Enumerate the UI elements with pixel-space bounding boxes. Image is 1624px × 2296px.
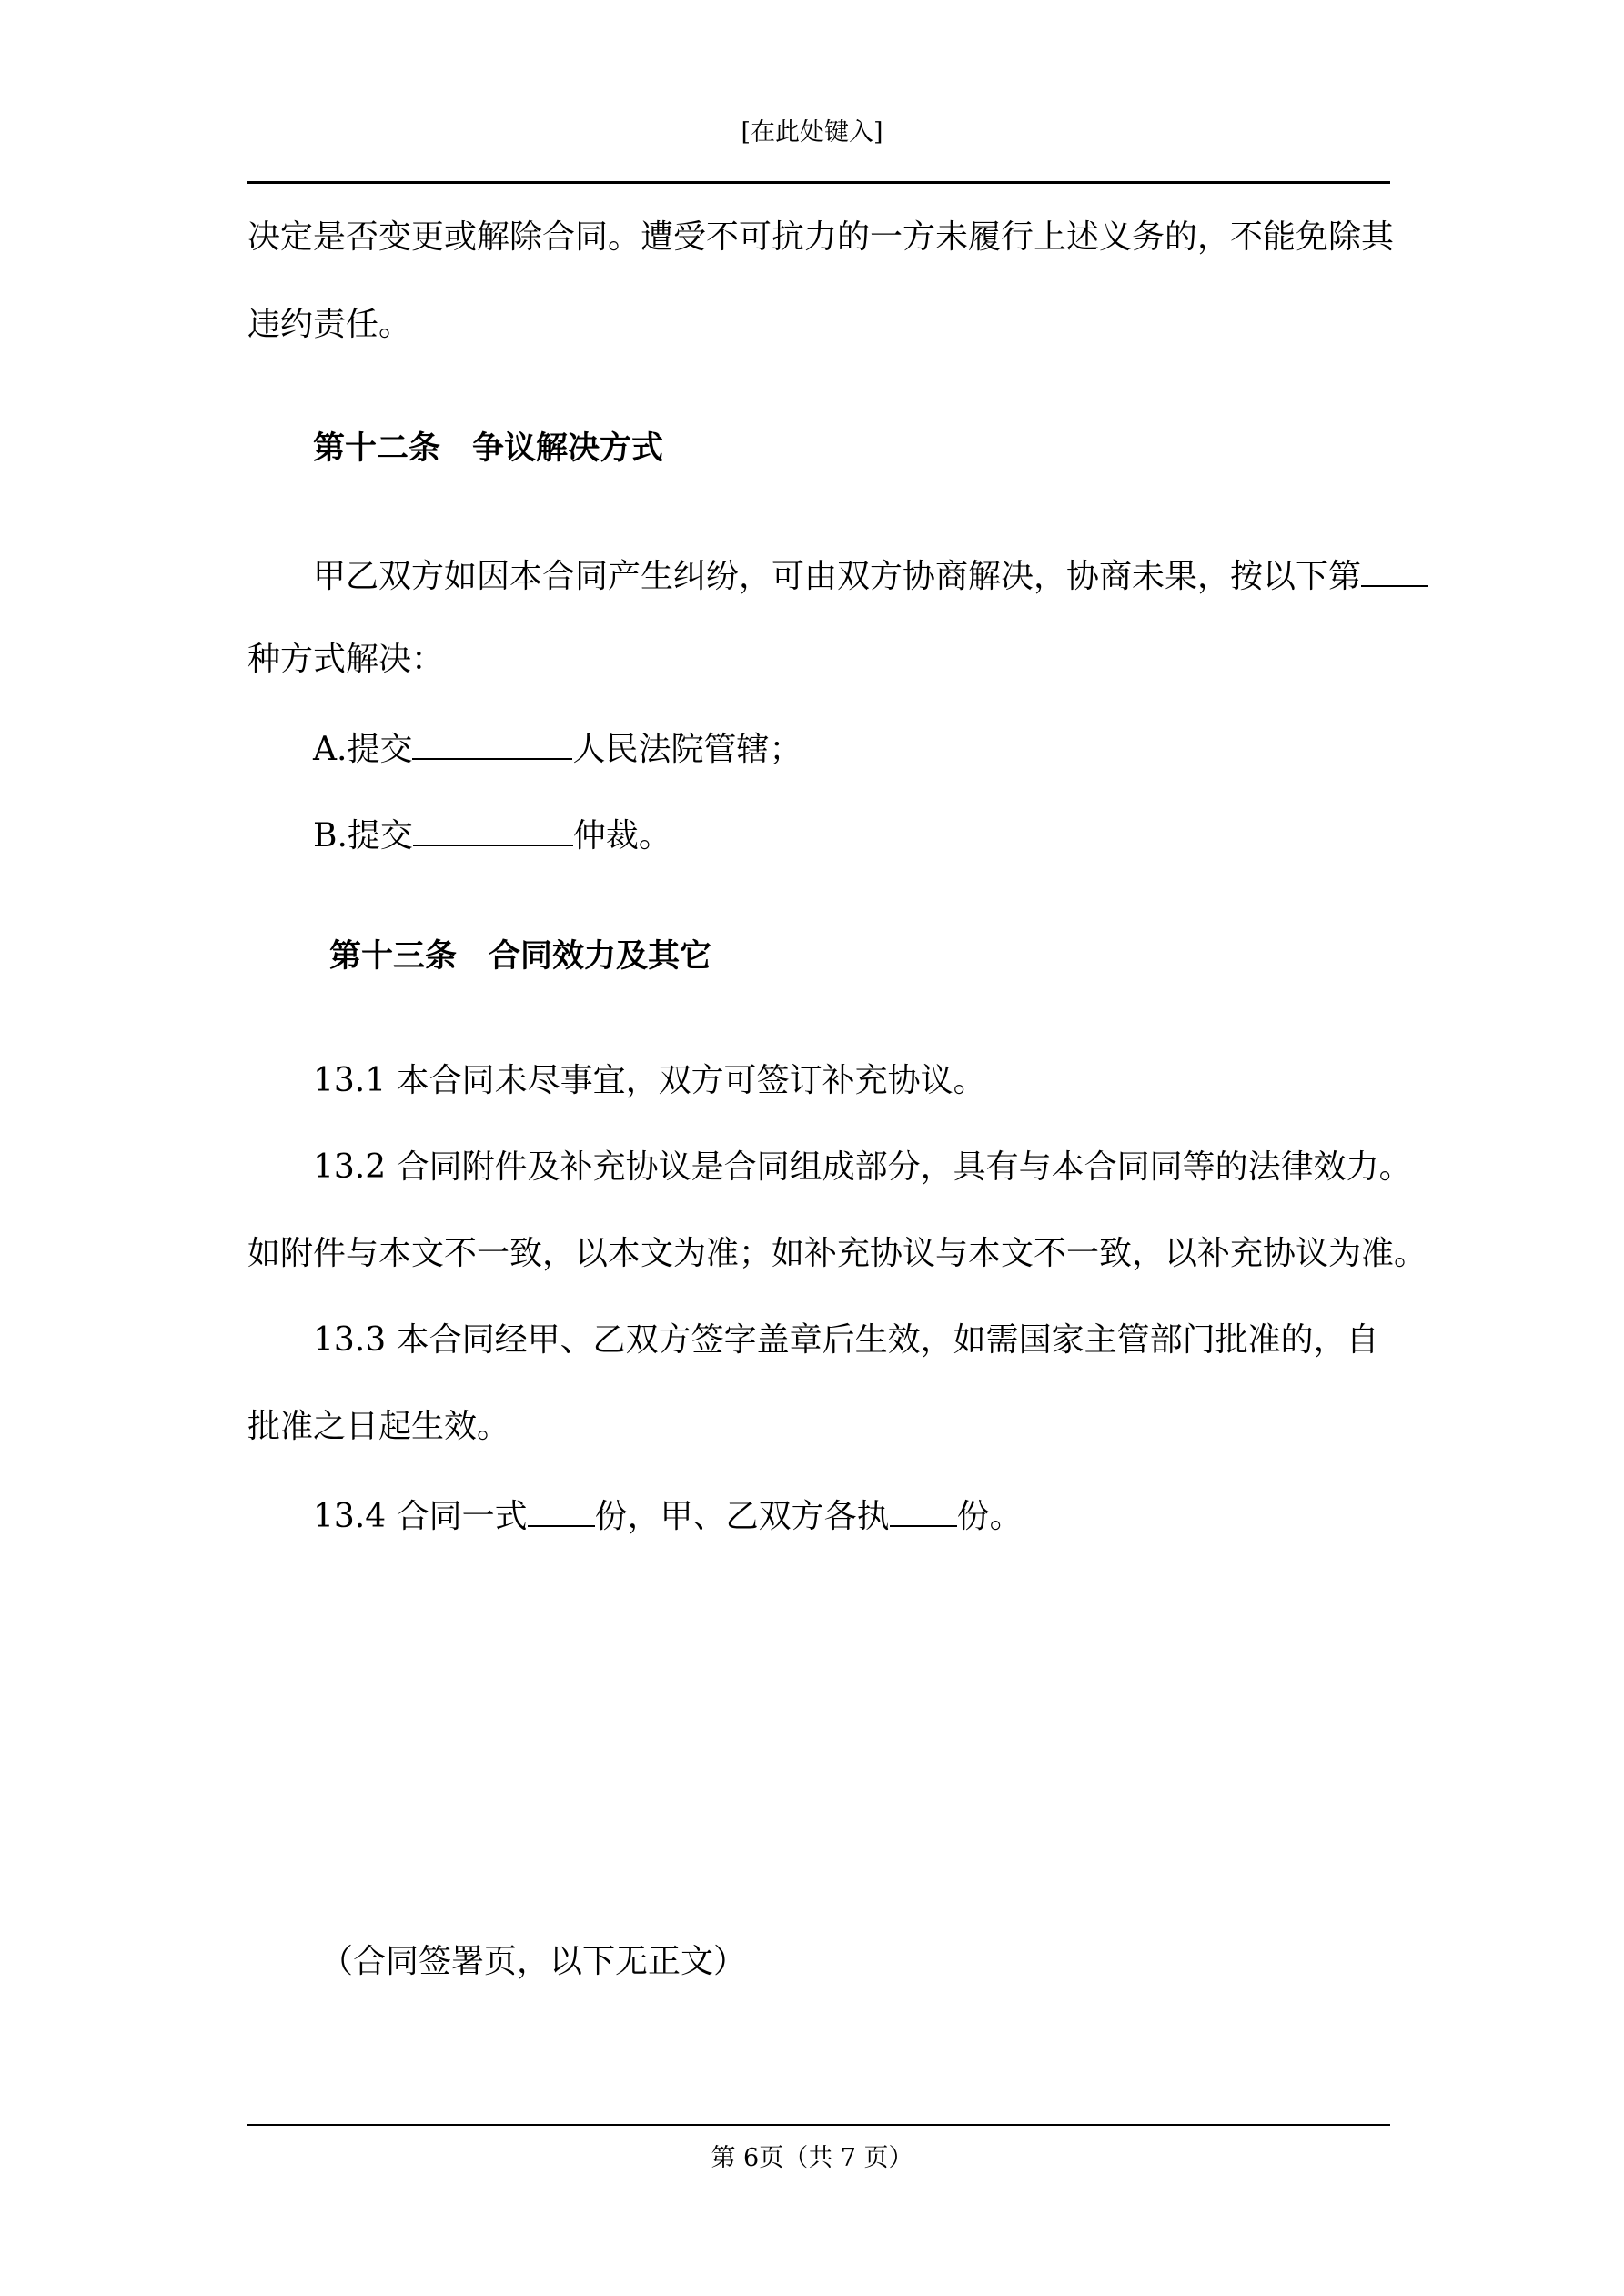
body-paragraph-continuation: 决定是否变更或解除合同。遭受不可抗力的一方未履行上述义务的，不能免除其 — [247, 218, 1395, 256]
option-b-suffix: 仲裁。 — [572, 817, 671, 855]
clause-13-4-text-3: 份。 — [956, 1498, 1023, 1535]
method-number-blank — [1361, 551, 1428, 587]
clause-13-4-text-2: 份，甲、乙双方各执 — [594, 1498, 890, 1535]
clause-13-2-line-2: 如附件与本文不一致，以本文为准；如补充协议与本文不一致，以补充协议为准。 — [247, 1235, 1427, 1272]
option-a — [313, 723, 802, 773]
article-13-heading: 第十三条 合同效力及其它 — [329, 938, 712, 975]
header-rule — [247, 181, 1390, 184]
copies-total-blank — [528, 1491, 595, 1527]
clause-13-3-line-1: 13.3 本合同经甲、乙双方签字盖章后生效，如需国家主管部门批准的，自 — [313, 1321, 1379, 1359]
court-name-blank — [412, 723, 572, 760]
body-paragraph-continuation-end: 违约责任。 — [247, 306, 412, 343]
clause-13-2-line-1: 13.2 合同附件及补充协议是合同组成部分，具有与本合同同等的法律效力。 — [313, 1148, 1412, 1186]
page-header: [在此处键入] — [741, 118, 883, 147]
article-12-paragraph-line-2: 种方式解决： — [247, 641, 445, 678]
article-12-paragraph-line-1 — [313, 551, 1428, 600]
option-b — [313, 810, 671, 859]
clause-13-3-line-2: 批准之日起生效。 — [247, 1408, 510, 1445]
clause-13-4-text-1: 13.4 合同一式 — [313, 1498, 528, 1535]
arbitration-name-blank — [413, 810, 573, 846]
footer-rule — [247, 2124, 1390, 2126]
clause-13-1: 13.1 本合同未尽事宜，双方可签订补充协议。 — [313, 1062, 986, 1099]
copies-each-blank — [890, 1491, 957, 1527]
signature-page-note: （合同签署页，以下无正文） — [320, 1943, 747, 1980]
option-a-prefix: A.提交 — [313, 731, 413, 768]
article-12-heading: 第十二条 争议解决方式 — [313, 430, 664, 467]
option-b-prefix: B.提交 — [313, 817, 413, 855]
clause-13-4 — [313, 1491, 1023, 1540]
option-a-suffix: 人民法院管辖； — [572, 731, 802, 768]
article-12-paragraph-text: 甲乙双方如因本合同产生纠纷，可由双方协商解决，协商未果，按以下第 — [313, 558, 1362, 595]
page-footer: 第 6页（共 7 页） — [711, 2144, 913, 2172]
